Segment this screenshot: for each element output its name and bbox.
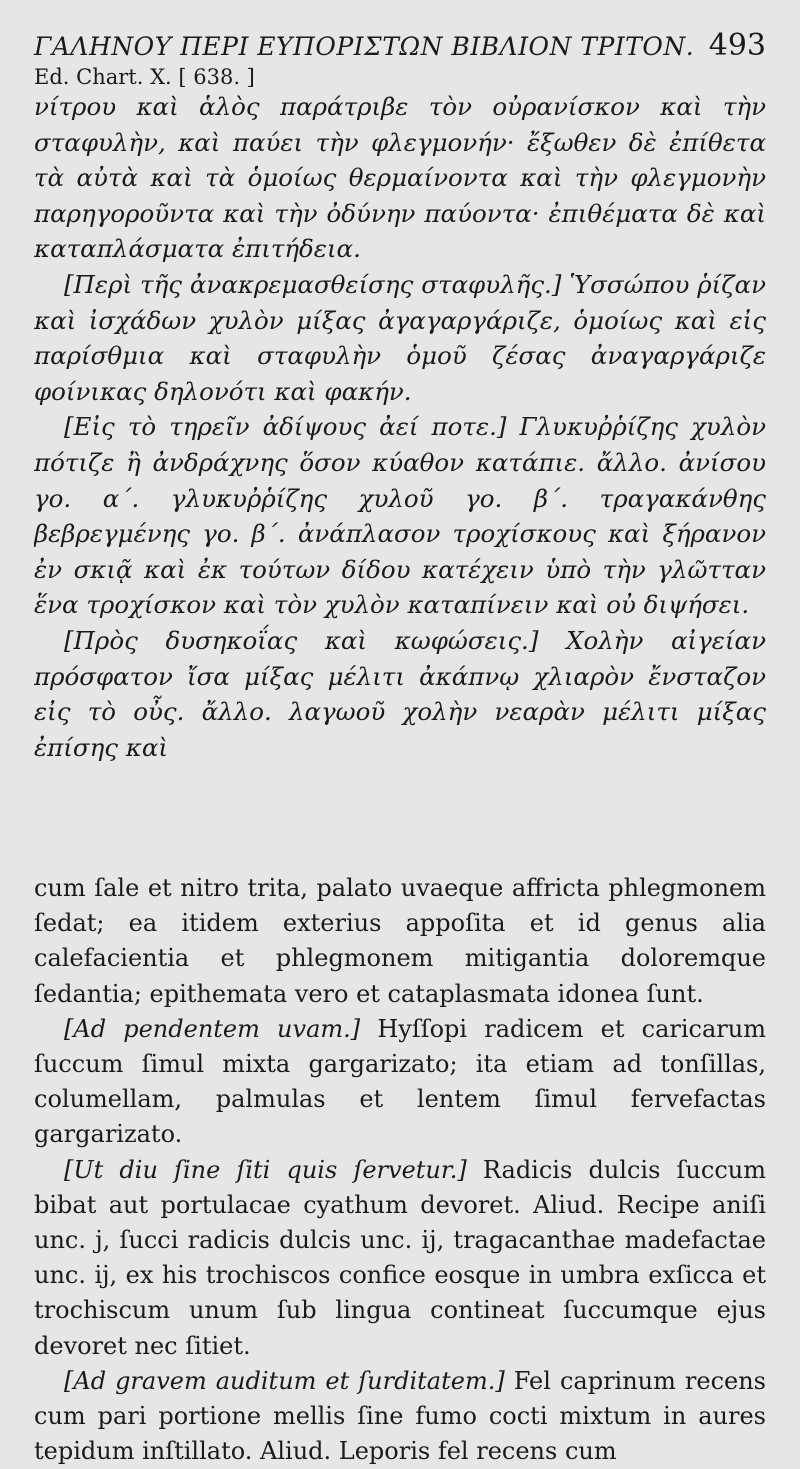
- latin-heading-2: [Ad pendentem uvam.]: [64, 1014, 361, 1043]
- greek-paragraph-4: [34, 623, 766, 765]
- running-title: ΓΑΛΗΝΟΥ ΠΕΡΙ ΕΥΠΟΡΙΣΤΩΝ ΒΙΒΛΙΟΝ ΤΡΙΤΟΝ.: [34, 32, 695, 61]
- page-header: [34, 28, 766, 63]
- latin-heading-4: [Ad gravem auditum et ſurditatem.]: [64, 1366, 505, 1395]
- latin-paragraph-1: cum ſale et nitro trita, palato uvaeque affricta phlegmonem ſedat; ea itidem exterius appoſita et id genus alia calefacientia et phlegmonem mitigantia doloremque ſedantia; epithemata vero et cataplasmata idonea ſunt.: [34, 874, 766, 1008]
- latin-text-3: Radicis dulcis ſuccum bibat aut portulacae cyathum devoret. Aliud. Recipe aniſi unc. j, ſucci radicis dulcis unc. ij, tragacanthae madefactae unc. ij, ex his trochiscos confice eosque in umbra exſicca et trochiscum unum ſub lingua contineat ſuccumque ejus devoret nec ſitiet.: [34, 1155, 766, 1360]
- latin-text-4: Fel caprinum recens cum pari portione mellis ſine fumo cocti mixtum in aures tepidum inſtillato. Aliud. Leporis fel recens cum: [34, 1366, 766, 1466]
- greek-text-3: Γλυκυῤῥίζης χυλὸν πότιζε ἢ ἀνδράχνης ὅσον κύαθον κατάπιε. ἄλλο. ἀνίσου γο. α΄. γλυκυῤῥίζης χυλοῦ γο. β΄. τραγακάνθης βεβρεγμένης γο. β΄. ἀνάπλασον τροχίσκους καὶ ξήρανον ἐν σκιᾷ καὶ ἐκ τούτων δίδου κατέχειν ὑπὸ τὴν γλῶτταν ἕνα τροχίσκον καὶ τὸν χυλὸν καταπίνειν καὶ οὐ διψήσει.: [34, 412, 766, 620]
- greek-text-column: [34, 89, 766, 819]
- page-number: 493: [708, 28, 766, 63]
- latin-paragraph-4: [34, 1364, 766, 1469]
- greek-heading-3: [Εἰς τὸ τηρεῖν ἀδίψους ἀεί ποτε.]: [64, 412, 507, 442]
- latin-paragraph-2: [34, 1012, 766, 1153]
- greek-paragraph-3: [34, 409, 766, 623]
- latin-heading-3: [Ut diu ſine ſiti quis ſervetur.]: [64, 1155, 467, 1184]
- greek-paragraph-2: [34, 267, 766, 409]
- greek-heading-4: [Πρὸς δυσηκοΐας καὶ κωφώσεις.]: [64, 625, 539, 655]
- latin-text-2: Hyſſopi radicem et caricarum ſuccum ſimul mixta gargarizato; ita etiam ad tonſillas, columellam, palmulas et lentem ſimul fervefactas gargarizato.: [34, 1014, 766, 1149]
- greek-paragraph-1: νίτρου καὶ ἁλὸς παράτριβε τὸν οὐρανίσκον καὶ τὴν σταφυλὴν, καὶ παύει τὴν φλεγμονήν· ἔξωθεν δὲ ἐπίθετα τὰ αὐτὰ καὶ τὰ ὁμοίως θερμαίνοντα καὶ τὴν φλεγμονὴν παρηγοροῦντα καὶ τὴν ὀδύνην παύοντα· ἐπιθέματα δὲ καὶ καταπλάσματα ἐπιτήδεια.: [34, 92, 766, 264]
- greek-heading-2: [Περὶ τῆς ἀνακρεμασθείσης σταφυλῆς.]: [64, 269, 562, 299]
- latin-text-column: [34, 871, 766, 1469]
- greek-text-4: Χολὴν αἰγείαν πρόσφατον ἴσα μίξας μέλιτι ἀκάπνῳ χλιαρὸν ἔνσταζον εἰς τὸ οὖς. ἄλλο. λαγωοῦ χολὴν νεαρὰν μέλιτι μίξας ἐπίσης καὶ: [34, 625, 766, 762]
- greek-text-2: Ὑσσώπου ῥίζαν καὶ ἰσχάδων χυλὸν μίξας ἀγαγαργάριζε, ὁμοίως καὶ εἰς παρίσθμια καὶ σταφυλὴν ὁμοῦ ζέσας ἀναγαργάριζε φοίνικας δηλονότι καὶ φακήν.: [34, 269, 766, 406]
- latin-paragraph-3: [34, 1153, 766, 1364]
- edition-reference: Ed. Chart. X. [ 638. ]: [34, 65, 255, 89]
